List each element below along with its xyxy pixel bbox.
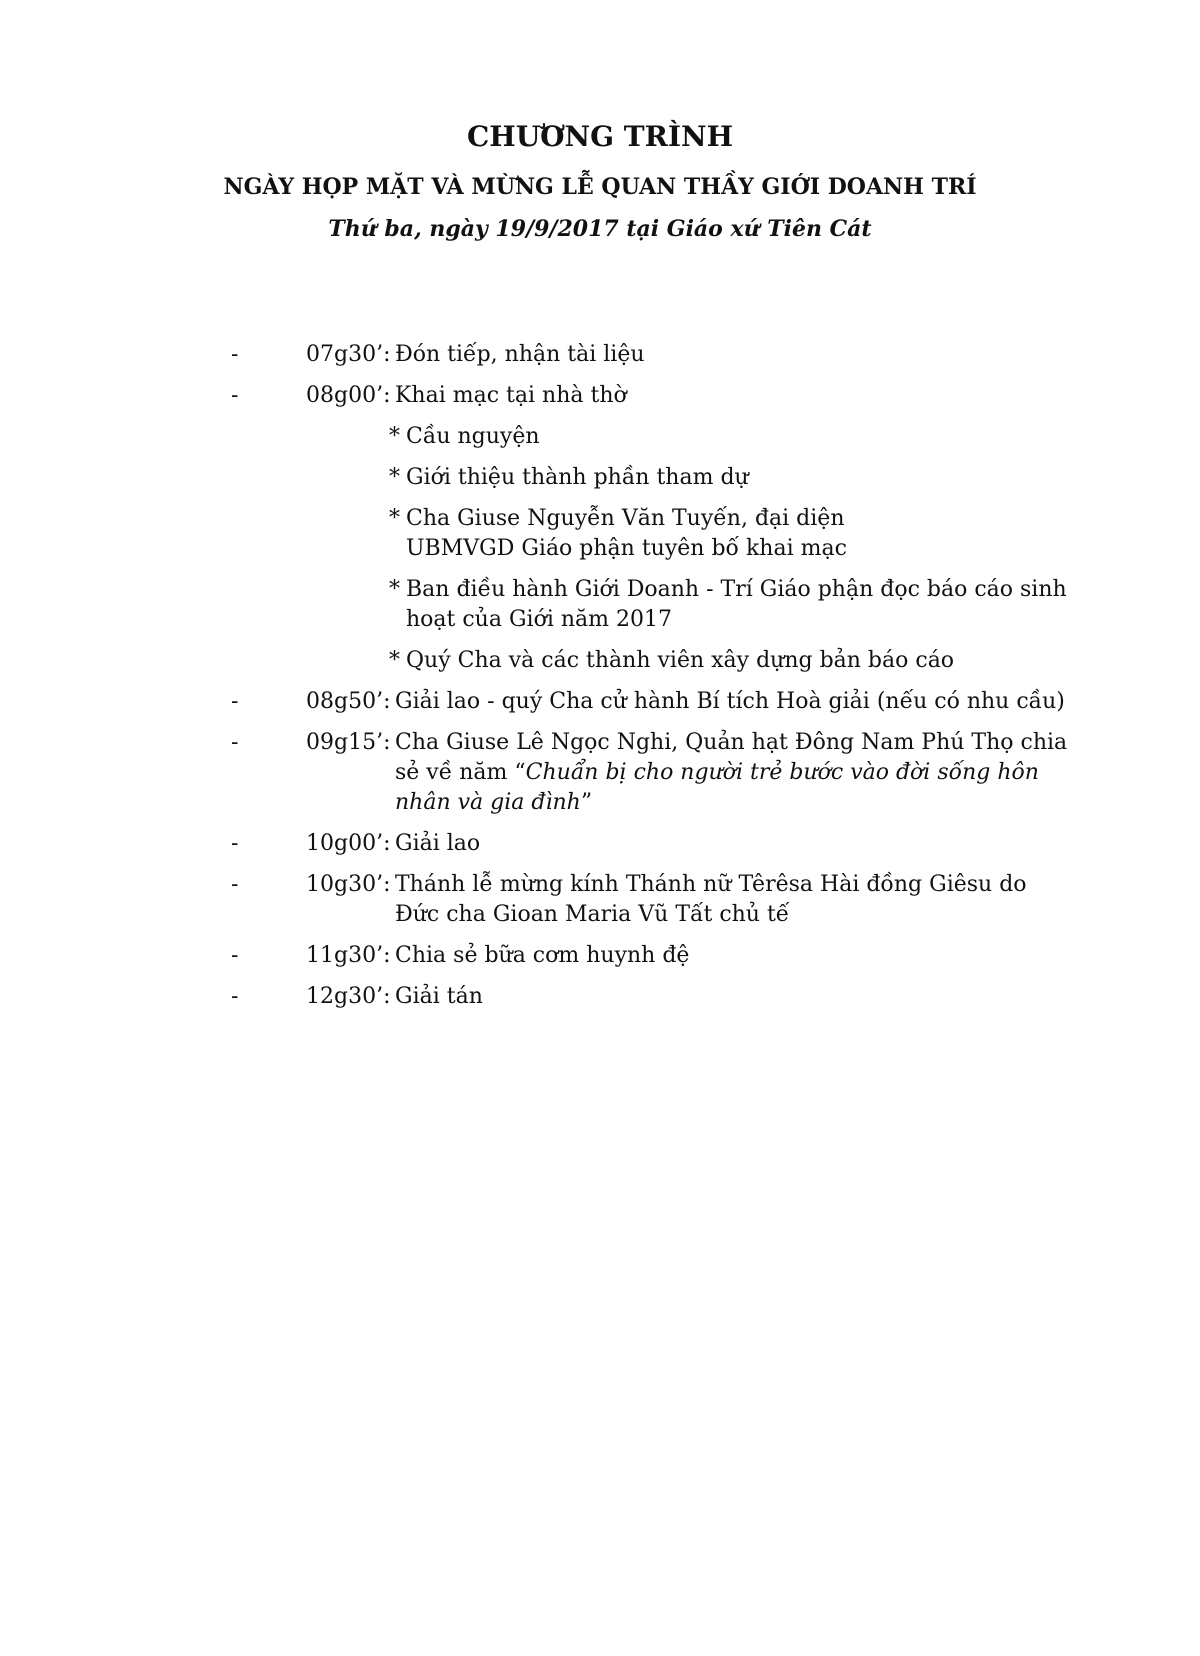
bullet-dash: -	[231, 689, 239, 714]
description-text: Cha Giuse Lê Ngọc Nghi, Quản hạt Đông Nam Phú Thọ chia sẻ về năm “	[395, 730, 1068, 785]
star-bullet: *	[389, 506, 400, 531]
subitem-label: Giới thiệu thành phần tham dự	[406, 465, 749, 490]
subitem-text	[389, 575, 1106, 635]
item-time: 08g50’:	[306, 689, 391, 714]
bullet-dash: -	[231, 872, 239, 897]
subitem-label: Cầu nguyện	[406, 424, 540, 449]
schedule-item	[0, 728, 1200, 818]
subitem-text	[389, 463, 1106, 493]
item-description	[395, 728, 1095, 818]
item-time: 11g30’:	[306, 943, 391, 968]
page-title: CHƯƠNG TRÌNH	[466, 120, 734, 153]
item-description: Chia sẻ bữa cơm huynh đệ	[395, 943, 690, 968]
schedule-item	[0, 340, 1200, 370]
star-bullet: *	[389, 424, 400, 449]
schedule-item	[0, 870, 1200, 930]
event-dateline: Thứ ba, ngày 19/9/2017 tại Giáo xứ Tiên Cát	[328, 216, 872, 242]
item-time: 12g30’:	[306, 984, 391, 1009]
schedule-subitem	[0, 575, 1200, 635]
bullet-dash: -	[231, 984, 239, 1009]
subitem-text	[389, 646, 1106, 676]
schedule-item	[0, 829, 1200, 859]
schedule-item	[0, 982, 1200, 1012]
subitem-text	[389, 422, 1106, 452]
item-description: Đón tiếp, nhận tài liệu	[395, 342, 645, 367]
schedule-subitem	[0, 422, 1200, 452]
item-description: Giải tán	[395, 984, 483, 1009]
bullet-dash: -	[231, 383, 239, 408]
subitem-label: Cha Giuse Nguyễn Văn Tuyến, đại diện UBMVGD Giáo phận tuyên bố khai mạc	[406, 506, 847, 561]
item-description: Khai mạc tại nhà thờ	[395, 383, 627, 408]
item-time: 07g30’:	[306, 342, 391, 367]
item-time: 10g30’:	[306, 872, 391, 897]
schedule-item	[0, 687, 1200, 717]
bullet-dash: -	[231, 730, 239, 755]
schedule-item	[0, 941, 1200, 971]
schedule-subitem	[0, 646, 1200, 676]
schedule-subitem	[0, 504, 1200, 564]
item-description: Giải lao - quý Cha cử hành Bí tích Hoà giải (nếu có nhu cầu)	[395, 689, 1065, 714]
description-quote: Chuẩn bị cho người trẻ bước vào đời sống hôn nhân và gia đình	[395, 760, 1039, 815]
subitem-label: Quý Cha và các thành viên xây dựng bản báo cáo	[406, 648, 955, 673]
schedule-subitem	[0, 463, 1200, 493]
item-description: Giải lao	[395, 831, 481, 856]
item-time: 09g15’:	[306, 730, 391, 755]
item-time: 10g00’:	[306, 831, 391, 856]
page-subtitle: NGÀY HỌP MẶT VÀ MỪNG LỄ QUAN THẦY GIỚI DOANH TRÍ	[223, 174, 977, 200]
star-bullet: *	[389, 465, 400, 490]
schedule-item	[0, 381, 1200, 411]
bullet-dash: -	[231, 831, 239, 856]
schedule-list	[0, 340, 1200, 1023]
subitem-text	[389, 504, 946, 564]
description-close-quote: ”	[580, 790, 593, 815]
star-bullet: *	[389, 648, 400, 673]
item-time: 08g00’:	[306, 383, 391, 408]
bullet-dash: -	[231, 943, 239, 968]
subitem-label: Ban điều hành Giới Doanh - Trí Giáo phận đọc báo cáo sinh hoạt của Giới năm 2017	[406, 577, 1067, 632]
item-description: Thánh lễ mừng kính Thánh nữ Têrêsa Hài đồng Giêsu do Đức cha Gioan Maria Vũ Tất chủ tế	[395, 872, 1027, 927]
bullet-dash: -	[231, 342, 239, 367]
star-bullet: *	[389, 577, 400, 602]
